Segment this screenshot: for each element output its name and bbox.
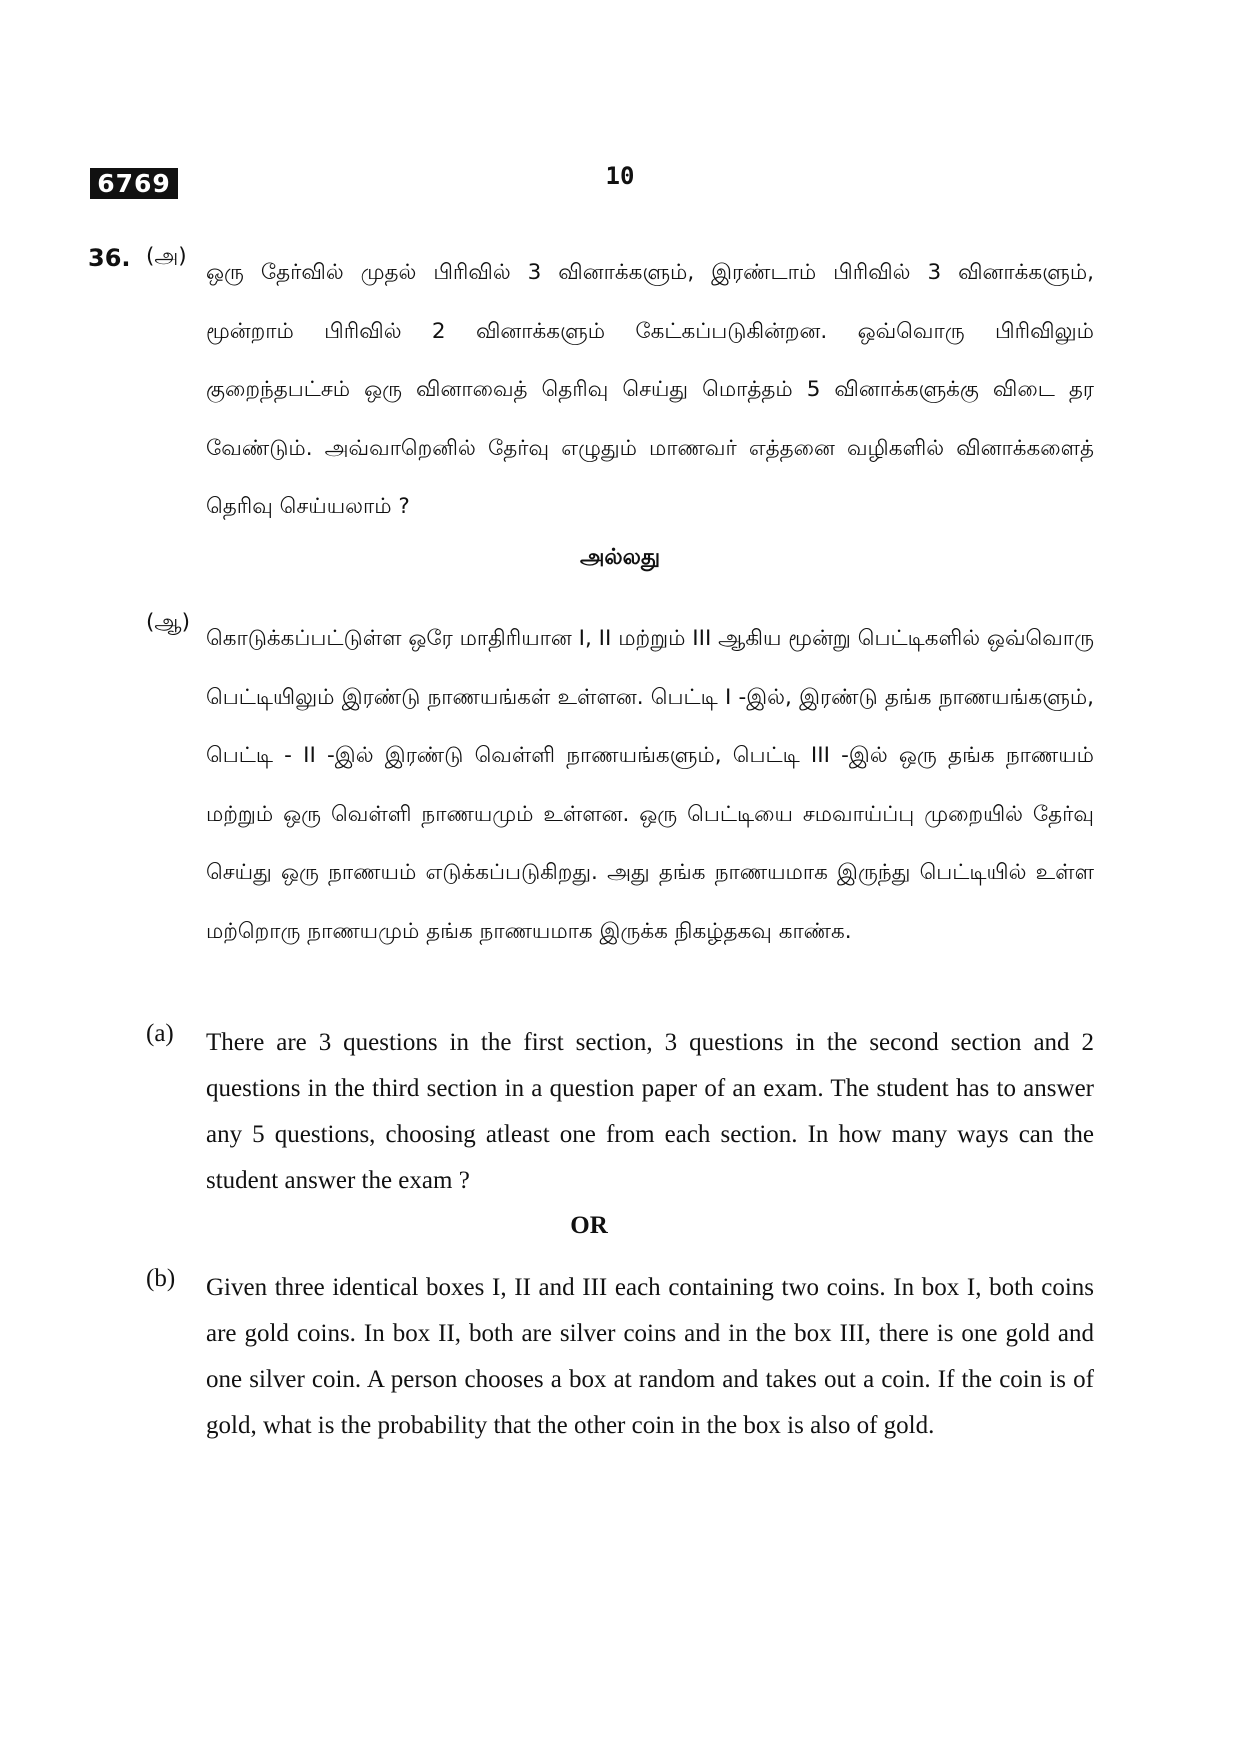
paper-code-badge: 6769 [90, 168, 178, 199]
tamil-part-a-label: (அ) [146, 244, 187, 269]
tamil-or-separator: அல்லது [579, 545, 661, 570]
english-part-b-label: (b) [146, 1265, 176, 1292]
english-part-a-text: There are 3 questions in the first section, 3 questions in the second section and 2 questions in the third section in a question paper of an exam. The student has to answer any 5 questions, choosing atleast one from each section. In how many ways can the student answer the exam ? [206, 1029, 1094, 1194]
question-number: 36. [88, 244, 131, 272]
english-part-b-text: Given three identical boxes I, II and III each containing two coins. In box I, both coins are gold coins. In box II, both are silver coins and in the box III, there is one gold and one silver coin. A person chooses a box at random and takes out a coin. If the coin is of gold, what is the probability that the other coin in the box is also of gold. [206, 1274, 1094, 1439]
page-number: 10 [605, 162, 635, 190]
tamil-part-b-text: கொடுக்கப்பட்டுள்ள ஒரே மாதிரியான I, II மற்றும் III ஆகிய மூன்று பெட்டிகளில் ஒவ்வொரு பெட்டியிலும் இரண்டு நாணயங்கள் உள்ளன. பெட்டி I -இல், இரண்டு தங்க நாணயங்களும், பெட்டி - II -இல் இரண்டு வெள்ளி நாணயங்களும், பெட்டி III -இல் ஒரு தங்க நாணயம் மற்றும் ஒரு வெள்ளி நாணயமும் உள்ளன. ஒரு பெட்டியை சமவாய்ப்பு முறையில் தேர்வு செய்து ஒரு நாணயம் எடுக்கப்படுகிறது. அது தங்க நாணயமாக இருந்து பெட்டியில் உள்ள மற்றொரு நாணயமும் தங்க நாணயமாக இருக்க நிகழ்தகவு காண்க. [206, 626, 1094, 944]
tamil-part-a-text: ஒரு தேர்வில் முதல் பிரிவில் 3 வினாக்களும், இரண்டாம் பிரிவில் 3 வினாக்களும், மூன்றாம் பிரிவில் 2 வினாக்களும் கேட்கப்படுகின்றன. ஒவ்வொரு பிரிவிலும் குறைந்தபட்சம் ஒரு வினாவைத் தெரிவு செய்து மொத்தம் 5 வினாக்களுக்கு விடை தர வேண்டும். அவ்வாறெனில் தேர்வு எழுதும் மாணவர் எத்தனை வழிகளில் வினாக்களைத் தெரிவு செய்யலாம் ? [206, 260, 1094, 519]
english-part-a-label: (a) [146, 1020, 174, 1047]
english-or-separator: OR [570, 1212, 608, 1239]
tamil-part-b-label: (ஆ) [146, 610, 190, 635]
